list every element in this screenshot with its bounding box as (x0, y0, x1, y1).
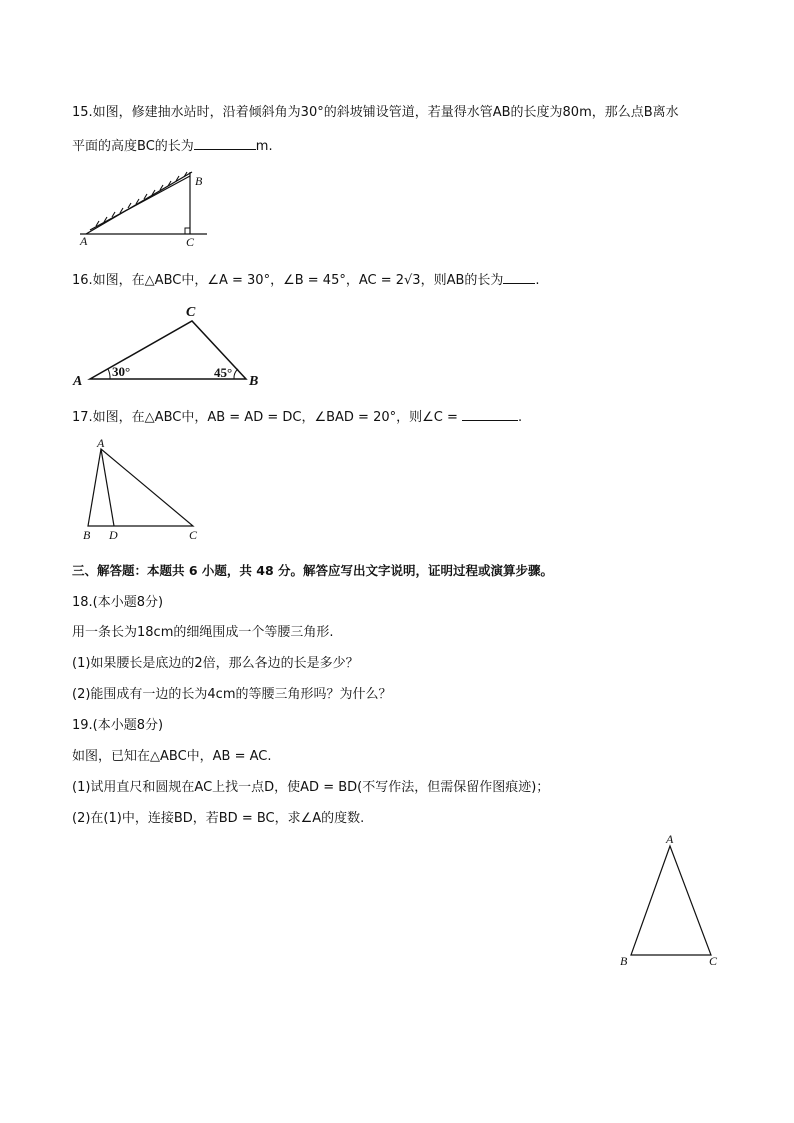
q16-label-b: B (249, 374, 259, 389)
q18-stem: 用一条长为18cm的细绳围成一个等腰三角形. (72, 625, 334, 640)
q17-label-a: A (97, 436, 105, 450)
q16-text-suffix: . (535, 273, 540, 288)
q16-text-prefix: 16.如图，在△ABC中，∠A = 30°，∠B = 45°，AC = 2√3，则AB的长为 (72, 273, 504, 288)
q19-title: 19.(本小题8分) (72, 718, 164, 733)
q15-label-a: A (80, 234, 88, 248)
q17-text-prefix: 17.如图，在△ABC中，AB = AD = DC，∠BAD = 20°，则∠C = (72, 410, 458, 425)
q16-label-a: A (73, 374, 83, 389)
q19-part2: (2)在(1)中，连接BD，若BD = BC，求∠A的度数. (72, 811, 365, 826)
q18-part1: (1)如果腰长是底边的2倍，那么各边的长是多少？ (72, 656, 359, 671)
q17-label-d: D (109, 528, 118, 542)
q19-label-b: B (620, 954, 628, 968)
q17-label-b: B (83, 528, 91, 542)
section-heading: 三、解答题：本题共 6 小题，共 48 分。解答应写出文字说明，证明过程或演算步骤。 (72, 563, 554, 578)
q17-text-suffix: . (518, 410, 523, 425)
q19-label-a: A (666, 832, 674, 846)
q15-line2-suffix: m. (255, 139, 273, 154)
q18-title: 18.(本小题8分) (72, 595, 164, 610)
q15-label-b: B (195, 174, 203, 188)
q15-text-line1: 15.如图，修建抽水站时，沿着倾斜角为30°的斜坡铺设管道，若量得水管AB的长度为80m，那么点B离水 (72, 105, 679, 120)
q16-label-c: C (186, 305, 196, 320)
q15-label-c: C (186, 235, 195, 249)
q19-triangle-abc (631, 846, 711, 955)
q19-label-c: C (709, 954, 718, 968)
q17-label-c: C (189, 528, 198, 542)
q15-line2-prefix: 平面的高度BC的长为 (72, 139, 194, 154)
q19-part1: (1)试用直尺和圆规在AC上找一点D，使AD = BD(不写作法，但需保留作图痕迹)； (72, 780, 550, 795)
q16-angle-b-label: 45° (214, 365, 233, 380)
q18-part2: (2)能围成有一边的长为4cm的等腰三角形吗？为什么？ (72, 687, 392, 702)
q16-angle-a-label: 30° (112, 364, 131, 379)
q19-stem: 如图，已知在△ABC中，AB = AC. (72, 749, 272, 764)
